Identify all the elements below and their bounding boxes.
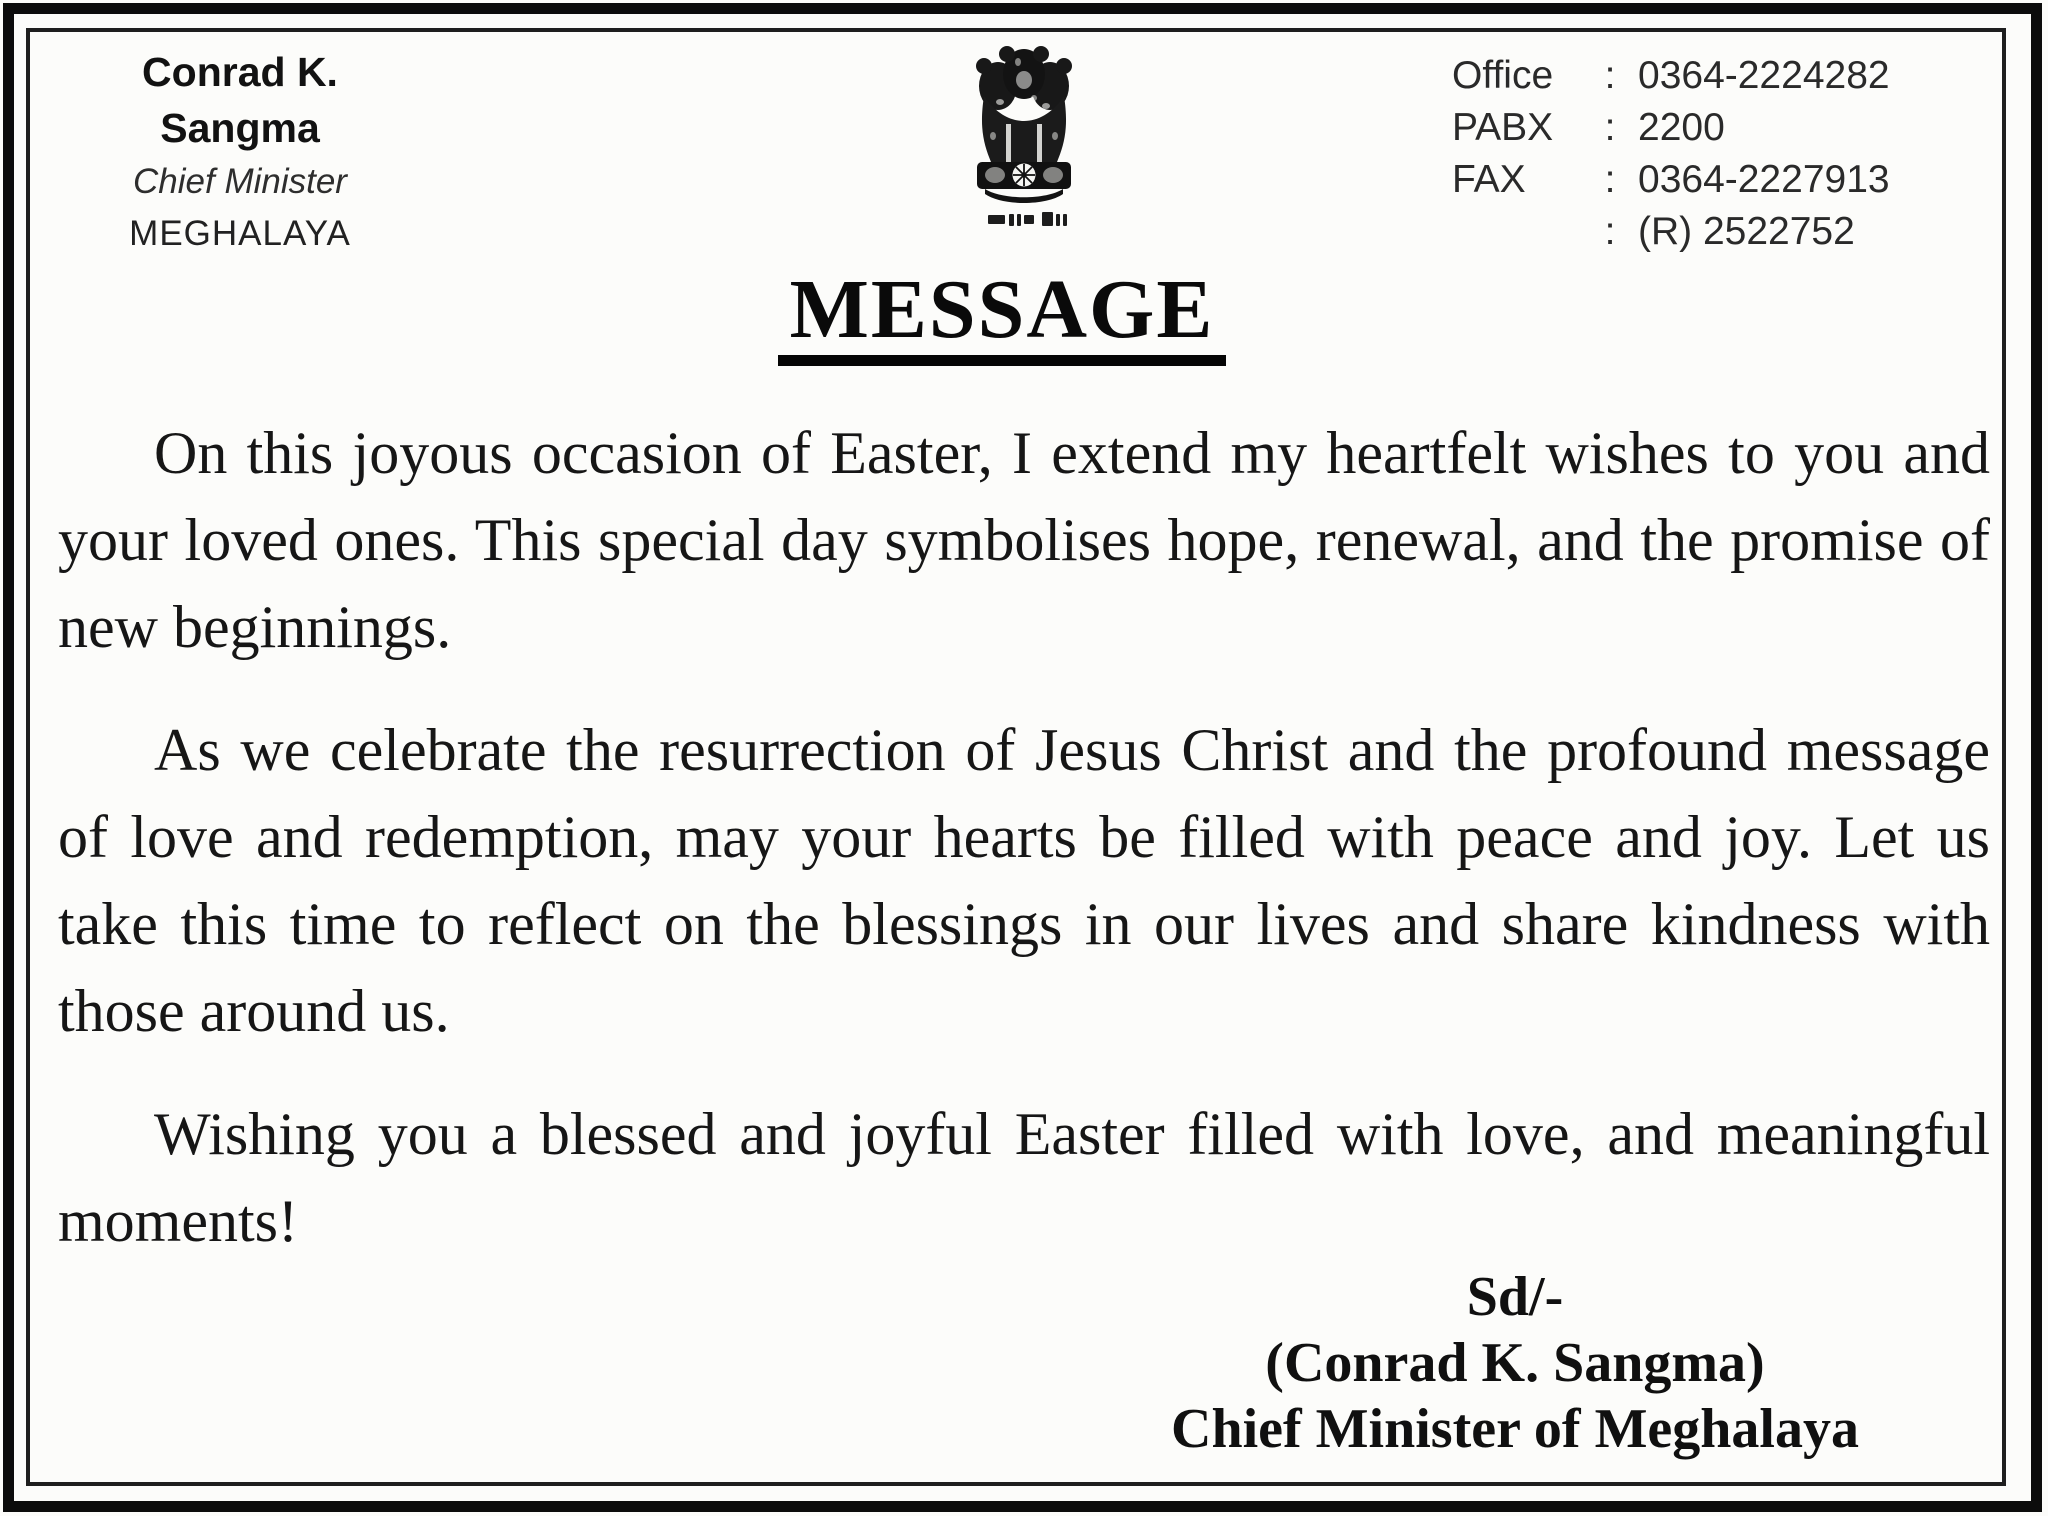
contact-colon: :	[1604, 158, 1616, 201]
contact-colon: :	[1604, 54, 1616, 97]
contact-numbers-block	[1452, 50, 1890, 258]
contact-label: FAX	[1452, 158, 1526, 201]
contact-value: 2200	[1638, 106, 1725, 149]
title-row	[0, 263, 2004, 366]
ashoka-lion-capital-icon	[960, 40, 1088, 232]
official-state: MEGHALAYA	[129, 214, 351, 253]
satyameva-jayate-motto-marks	[988, 212, 1067, 226]
contact-value: 0364-2224282	[1638, 54, 1890, 97]
contact-value: (R) 2522752	[1638, 210, 1855, 253]
paragraph: Wishing you a blessed and joyful Easter filled with love, and meaningful moments!	[58, 1101, 1990, 1254]
official-title: Chief Minister	[133, 162, 347, 201]
contact-label: Office	[1452, 54, 1554, 97]
page-title: MESSAGE	[778, 268, 1227, 366]
paragraph: As we celebrate the resurrection of Jesus Christ and the profound message of love and redemption, may your hearts be filled with peace and joy. Let us take this time to reflect on the blessings in our lives and share kindness with those around us.	[58, 717, 1990, 1044]
contact-label: PABX	[1452, 106, 1554, 149]
contact-label	[1452, 206, 1582, 258]
contact-colon: :	[1604, 210, 1616, 253]
contact-colon: :	[1604, 106, 1616, 149]
paragraph: On this joyous occasion of Easter, I extend my heartfelt wishes to you and your loved ones. This special day symbolises hope, renewal, and the promise of new beginnings.	[58, 420, 1990, 660]
signature-name: (Conrad K. Sangma)	[1265, 1332, 1765, 1394]
signature-block	[1160, 1264, 1870, 1462]
official-name: Conrad K. Sangma	[142, 49, 338, 151]
signature-designation: Chief Minister of Meghalaya	[1171, 1398, 1859, 1460]
signature-sd: Sd/-	[1466, 1266, 1564, 1328]
official-identity-block	[80, 44, 400, 260]
message-body	[58, 410, 1990, 1301]
contact-value: 0364-2227913	[1638, 158, 1890, 201]
